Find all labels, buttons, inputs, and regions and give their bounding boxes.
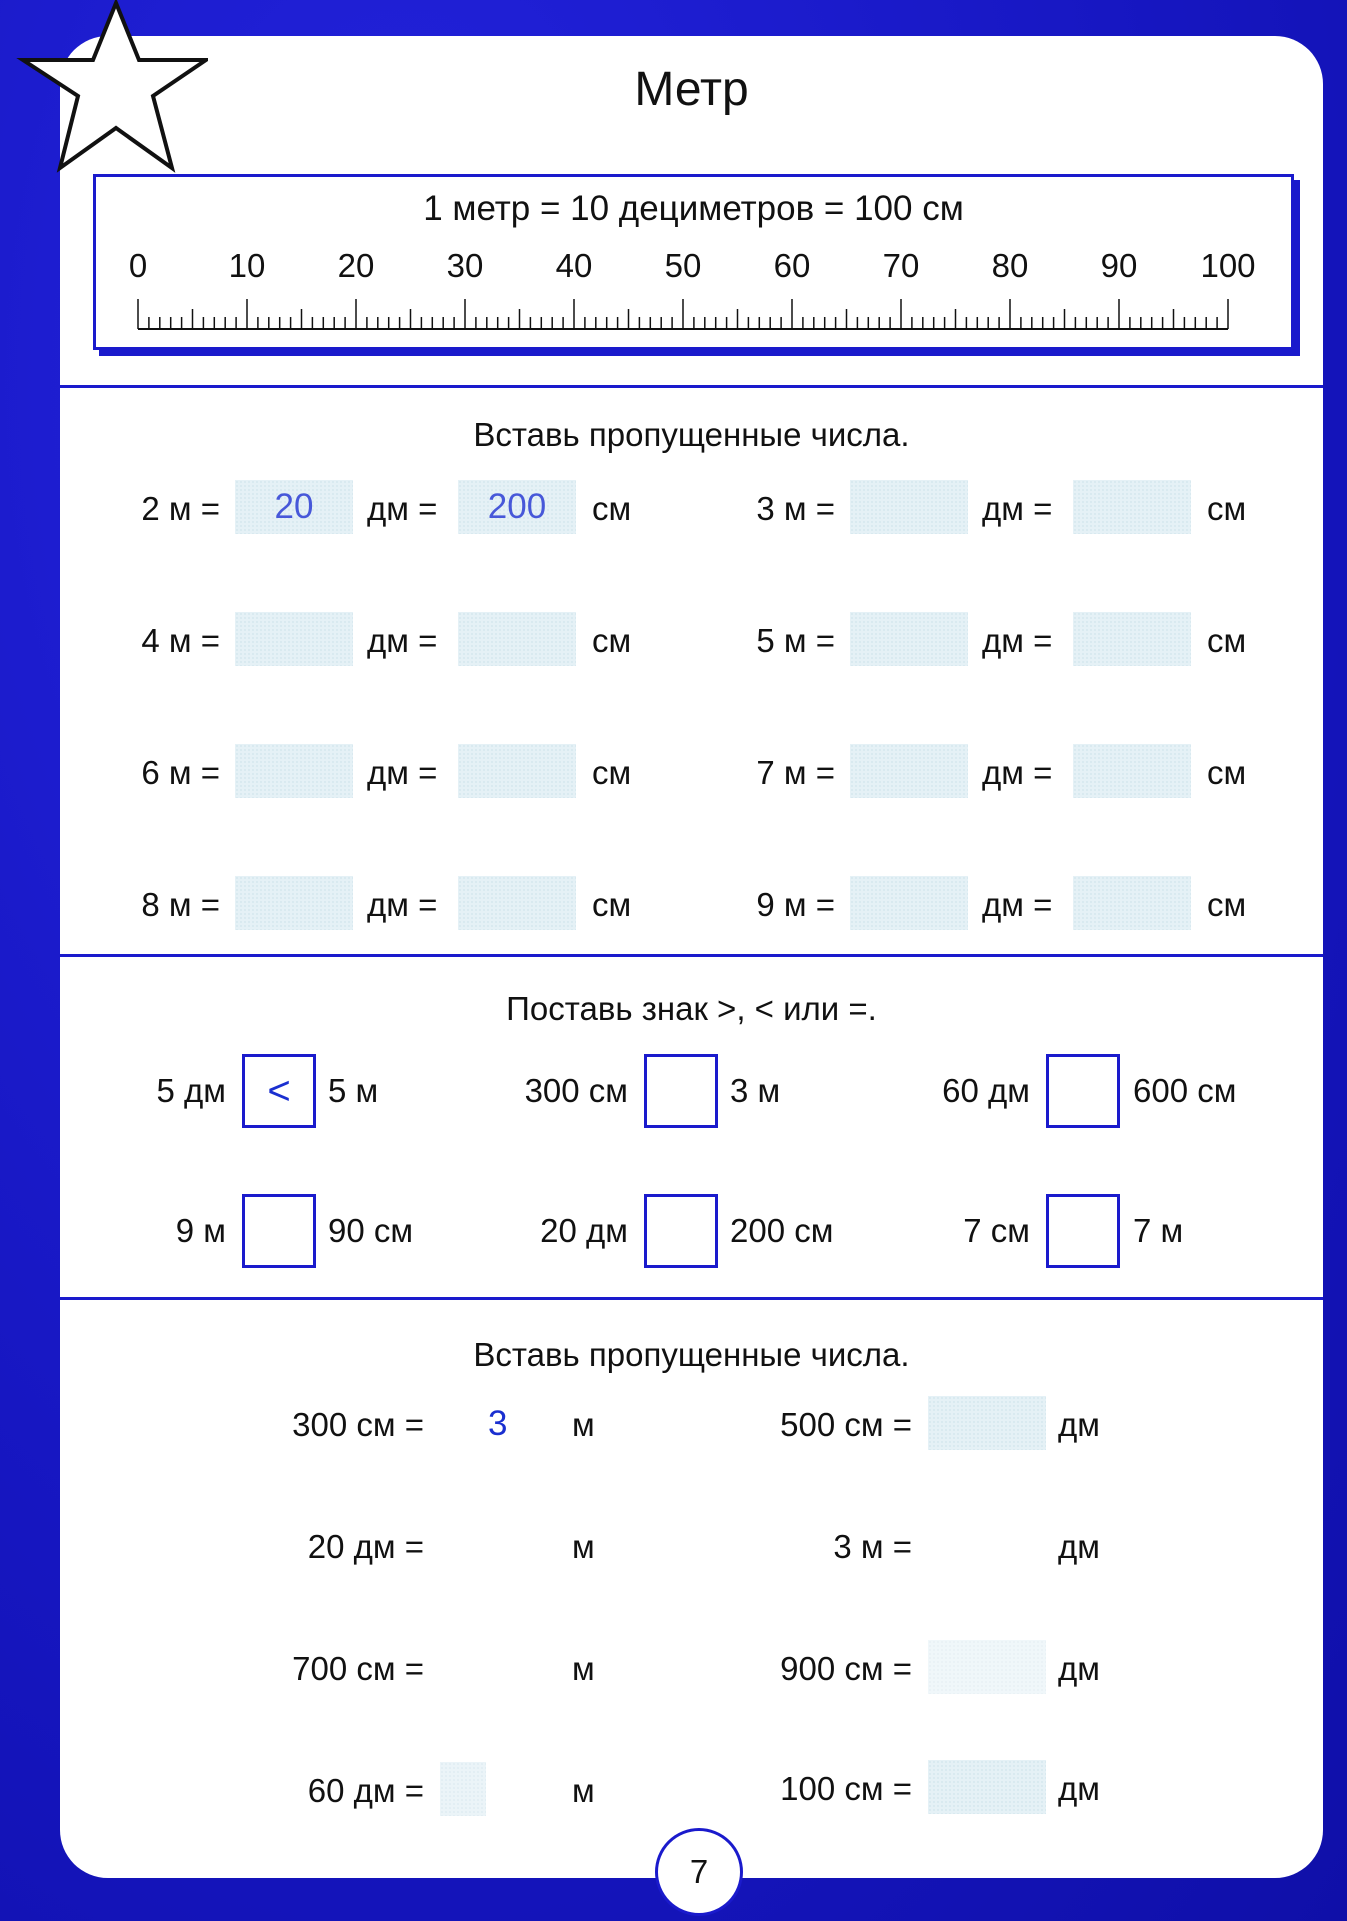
section-divider <box>60 1297 1323 1300</box>
compare-right: 7 м <box>1133 1212 1184 1249</box>
ruler-label: 30 <box>446 247 484 284</box>
convert-answer[interactable] <box>928 1760 1046 1814</box>
dm-equals-label: дм = <box>367 622 438 659</box>
section-divider <box>60 954 1323 957</box>
compare-right: 5 м <box>328 1072 379 1109</box>
cm-unit-label: см <box>592 754 632 791</box>
compare-left: 60 дм <box>942 1072 1030 1109</box>
dm-answer[interactable] <box>235 480 353 534</box>
convert-unit: м <box>572 1772 595 1809</box>
cm-answer[interactable] <box>458 876 576 930</box>
compare-left: 7 см <box>963 1212 1030 1249</box>
convert-unit: дм <box>1058 1770 1100 1807</box>
page-title: Метр <box>634 63 749 116</box>
ruler-label: 40 <box>555 247 593 284</box>
section2-heading: Поставь знак >, < или =. <box>506 990 877 1027</box>
cm-unit-label: см <box>1207 622 1247 659</box>
compare-right: 90 см <box>328 1212 414 1249</box>
dm-answer[interactable] <box>850 876 968 930</box>
cm-unit-label: см <box>1207 754 1247 791</box>
convert-unit: дм <box>1058 1650 1100 1687</box>
cm-answer[interactable] <box>1073 744 1191 798</box>
convert-question: 60 дм = <box>307 1772 424 1809</box>
compare-left: 300 см <box>524 1072 628 1109</box>
dm-equals-label: дм = <box>367 886 438 923</box>
cm-answer[interactable] <box>458 480 576 534</box>
compare-left: 20 дм <box>540 1212 628 1249</box>
ruler-scale <box>136 295 1236 335</box>
convert-unit: дм <box>1058 1406 1100 1443</box>
cm-unit-label: см <box>592 886 632 923</box>
dm-equals-label: дм = <box>982 622 1053 659</box>
meter-label: 5 м = <box>756 622 835 659</box>
cm-answer[interactable] <box>458 744 576 798</box>
dm-equals-label: дм = <box>982 754 1053 791</box>
convert-unit: дм <box>1058 1528 1100 1565</box>
dm-answer[interactable] <box>235 744 353 798</box>
cm-unit-label: см <box>1207 886 1247 923</box>
compare-right: 3 м <box>730 1072 781 1109</box>
dm-answer[interactable] <box>850 480 968 534</box>
cm-answer-value: 200 <box>487 487 547 526</box>
convert-unit: м <box>572 1650 595 1687</box>
dm-equals-label: дм = <box>367 490 438 527</box>
ruler-label: 80 <box>991 247 1029 284</box>
meter-label: 8 м = <box>141 886 220 923</box>
cm-answer[interactable] <box>1073 876 1191 930</box>
convert-answer[interactable]: 3 <box>488 1404 508 1443</box>
meter-label: 7 м = <box>756 754 835 791</box>
dm-equals-label: дм = <box>982 490 1053 527</box>
convert-unit: м <box>572 1528 595 1565</box>
sign-box[interactable] <box>242 1054 316 1128</box>
sign-value: < <box>267 1068 291 1113</box>
dm-answer-value: 20 <box>274 487 314 526</box>
section3-heading: Вставь пропущенные числа. <box>473 1336 910 1373</box>
ruler-label: 60 <box>773 247 811 284</box>
dm-equals-label: дм = <box>982 886 1053 923</box>
dm-answer[interactable] <box>235 876 353 930</box>
meter-label: 4 м = <box>141 622 220 659</box>
cm-answer[interactable] <box>1073 480 1191 534</box>
ruler-label: 100 <box>1200 247 1256 284</box>
ruler-label: 70 <box>882 247 920 284</box>
compare-left: 5 дм <box>156 1072 226 1109</box>
cm-unit-label: см <box>592 622 632 659</box>
meter-label: 3 м = <box>756 490 835 527</box>
convert-answer[interactable] <box>928 1396 1046 1450</box>
dm-answer[interactable] <box>235 612 353 666</box>
dm-answer[interactable] <box>850 744 968 798</box>
sign-box[interactable] <box>1046 1194 1120 1268</box>
section1-heading: Вставь пропущенные числа. <box>473 416 910 453</box>
ruler-label: 10 <box>228 247 266 284</box>
convert-answer[interactable] <box>928 1640 1046 1694</box>
meter-label: 9 м = <box>756 886 835 923</box>
meter-label: 2 м = <box>141 490 220 527</box>
cm-unit-label: см <box>1207 490 1247 527</box>
cm-answer[interactable] <box>458 612 576 666</box>
ruler-label: 50 <box>664 247 702 284</box>
section-divider <box>60 385 1323 388</box>
cm-unit-label: см <box>592 490 632 527</box>
ruler-label: 90 <box>1100 247 1138 284</box>
convert-question: 20 дм = <box>307 1528 424 1565</box>
convert-question: 100 см = <box>780 1770 912 1807</box>
page-number: 7 <box>655 1828 743 1916</box>
sign-box[interactable] <box>1046 1054 1120 1128</box>
meter-label: 6 м = <box>141 754 220 791</box>
sign-box[interactable] <box>644 1194 718 1268</box>
cm-answer[interactable] <box>1073 612 1191 666</box>
convert-question: 300 см = <box>292 1406 424 1443</box>
ruler-box <box>93 174 1294 350</box>
compare-left: 9 м <box>175 1212 226 1249</box>
convert-unit: м <box>572 1406 595 1443</box>
compare-right: 200 см <box>730 1212 834 1249</box>
ruler-formula: 1 метр = 10 дециметров = 100 см <box>423 189 964 228</box>
convert-question: 900 см = <box>780 1650 912 1687</box>
compare-right: 600 см <box>1133 1072 1237 1109</box>
dm-answer[interactable] <box>850 612 968 666</box>
convert-question: 700 см = <box>292 1650 424 1687</box>
convert-question: 500 см = <box>780 1406 912 1443</box>
dm-equals-label: дм = <box>367 754 438 791</box>
ruler-label: 20 <box>337 247 375 284</box>
sign-box[interactable] <box>644 1054 718 1128</box>
convert-answer[interactable] <box>440 1762 486 1816</box>
ruler-label: 0 <box>128 247 148 284</box>
convert-question: 3 м = <box>833 1528 912 1565</box>
sign-box[interactable] <box>242 1194 316 1268</box>
